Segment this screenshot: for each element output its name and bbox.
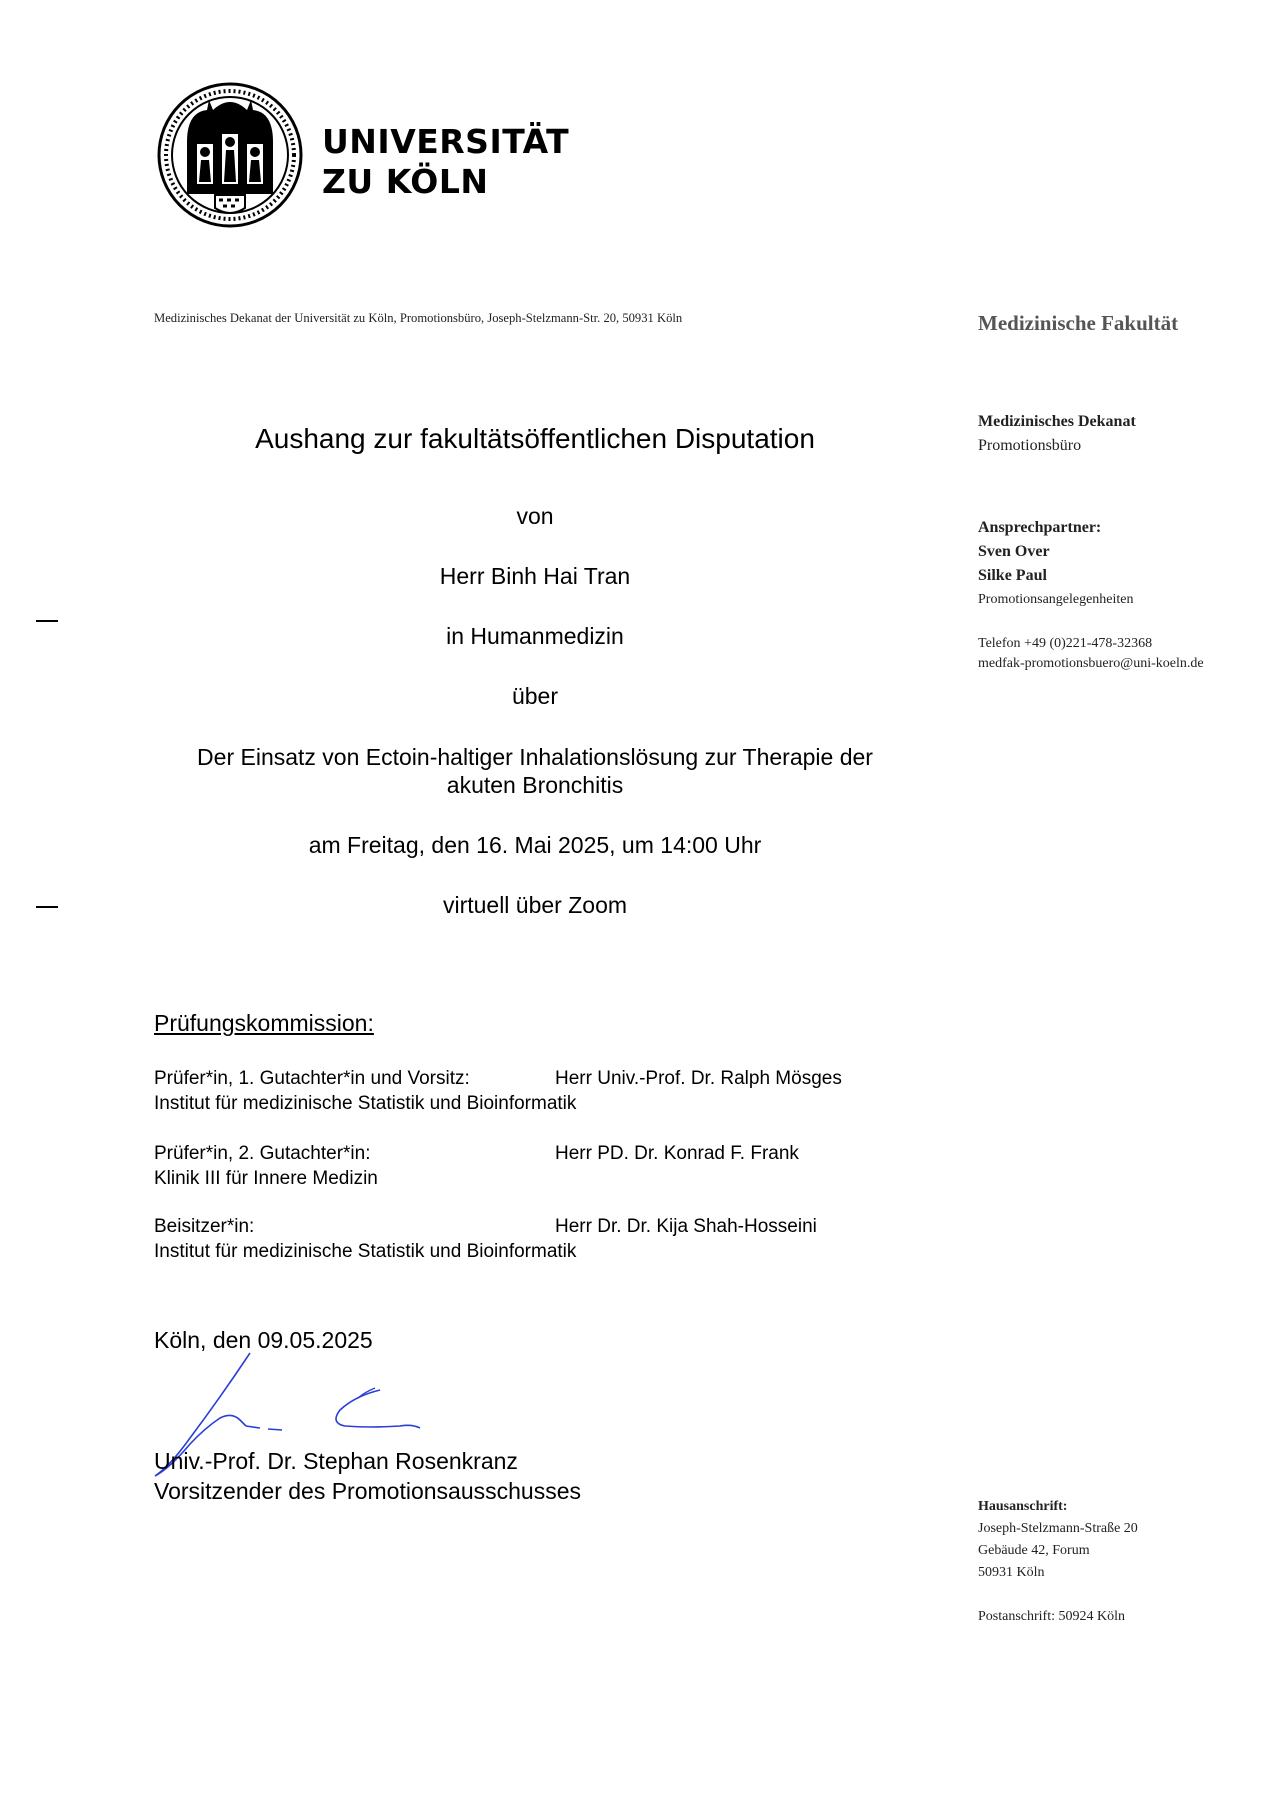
candidate-name: Herr Binh Hai Tran <box>439 563 631 589</box>
street: Joseph-Stelzmann-Straße 20 <box>978 1521 1138 1536</box>
signer-title: Vorsitzender des Promotionsausschusses <box>154 1478 581 1504</box>
commission-member <box>154 1214 954 1264</box>
university-seal-icon <box>157 82 303 228</box>
disputation-datetime: am Freitag, den 16. Mai 2025, um 14:00 Uhr <box>308 832 762 858</box>
fold-mark <box>36 620 58 622</box>
wordmark-line2: ZU KÖLN <box>322 162 489 201</box>
wordmark-line1: UNIVERSITÄT <box>322 122 570 161</box>
ueber-label: über <box>511 683 559 709</box>
member-name: Herr PD. Dr. Konrad F. Frank <box>555 1143 799 1164</box>
contact-name: Silke Paul <box>978 567 1047 584</box>
member-role: Prüfer*in, 1. Gutachter*in und Vorsitz: <box>154 1068 470 1089</box>
member-name: Herr Univ.-Prof. Dr. Ralph Mösges <box>555 1068 842 1089</box>
place-date: Köln, den 09.05.2025 <box>154 1327 373 1353</box>
notice-title: Aushang zur fakultätsöffentlichen Disputation <box>255 423 815 454</box>
city: 50931 Köln <box>978 1565 1045 1580</box>
department-name: Medizinisches Dekanat <box>978 413 1136 430</box>
contact-name: Sven Over <box>978 543 1050 560</box>
thesis-title-line1: Der Einsatz von Ectoin-haltiger Inhalationslösung zur Therapie der <box>197 744 873 770</box>
member-role: Prüfer*in, 2. Gutachter*in: <box>154 1143 371 1164</box>
contact-role: Promotionsangelegenheiten <box>978 592 1134 607</box>
postal-address: Postanschrift: 50924 Köln <box>978 1609 1125 1624</box>
contact-label: Ansprechpartner: <box>978 519 1102 536</box>
office-name: Promotionsbüro <box>978 437 1082 454</box>
commission-heading: Prüfungskommission: <box>154 1010 374 1036</box>
return-address: Medizinisches Dekanat der Universität zu Köln, Promotionsbüro, Joseph-Stelzmann-Str. 20, 50931 Köln <box>154 311 683 325</box>
house-address-label: Hausanschrift: <box>978 1499 1068 1514</box>
signer-name: Univ.-Prof. Dr. Stephan Rosenkranz <box>154 1448 518 1474</box>
commission-member <box>154 1066 954 1116</box>
member-institute: Institut für medizinische Statistik und Bioinformatik <box>154 1241 577 1262</box>
faculty-name: Medizinische Fakultät <box>978 311 1179 335</box>
sidebar-department <box>978 410 1136 458</box>
thesis-title-line2: akuten Bronchitis <box>446 772 624 798</box>
email-address[interactable]: medfak-promotionsbuero@uni-koeln.de <box>978 656 1204 671</box>
member-name: Herr Dr. Dr. Kija Shah-Hosseini <box>555 1216 817 1237</box>
fold-mark <box>36 906 58 908</box>
address-block <box>978 1496 1138 1628</box>
subject: in Humanmedizin <box>446 623 624 649</box>
thesis-title <box>140 743 930 799</box>
signer-block <box>154 1446 581 1506</box>
disputation-location: virtuell über Zoom <box>442 892 628 918</box>
member-institute: Institut für medizinische Statistik und Bioinformatik <box>154 1093 577 1114</box>
member-role: Beisitzer*in: <box>154 1216 255 1237</box>
phone-number: Telefon +49 (0)221-478-32368 <box>978 636 1153 651</box>
commission-member <box>154 1141 954 1191</box>
sidebar-contacts <box>978 516 1134 612</box>
member-institute: Klinik III für Innere Medizin <box>154 1168 378 1189</box>
building: Gebäude 42, Forum <box>978 1543 1090 1558</box>
university-wordmark <box>322 122 569 202</box>
von-label: von <box>516 503 554 529</box>
sidebar-contact-details <box>978 634 1204 674</box>
